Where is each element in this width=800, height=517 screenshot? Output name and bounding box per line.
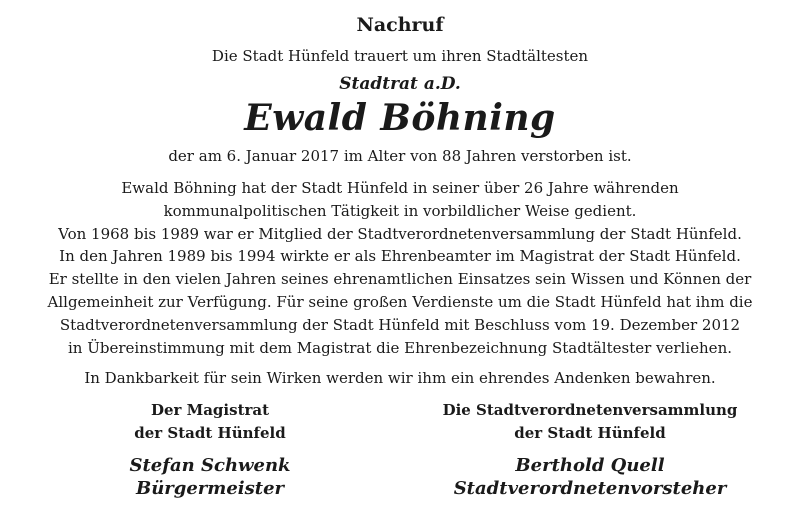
tribute-line: Allgemeinheit zur Verfügung. Für seine großen Verdienste um die Stadt Hünfeld hat ihm die	[47, 292, 753, 311]
signatory-right-org-line2: der Stadt Hünfeld	[514, 424, 666, 442]
signatory-right-organization	[390, 399, 790, 445]
honorific-title: Stadtrat a.D.	[339, 74, 461, 94]
death-date-line: der am 6. Januar 2017 im Alter von 88 Jahren verstorben ist.	[168, 147, 632, 165]
tribute-line: in Übereinstimmung mit dem Magistrat die Ehrenbezeichnung Stadtältester verliehen.	[68, 338, 732, 357]
signatory-left-name: Stefan Schwenk	[129, 455, 291, 476]
signatory-left-role: Bürgermeister	[135, 478, 285, 499]
intro-line: Die Stadt Hünfeld trauert um ihren Stadtältesten	[211, 47, 589, 65]
signatory-right-role: Stadtverordnetenvorsteher	[453, 478, 727, 499]
signatory-left-org-line1: Der Magistrat	[150, 401, 270, 419]
tribute-line: Von 1968 bis 1989 war er Mitglied der Stadtverordnetenversammlung der Stadt Hünfeld.	[58, 224, 742, 243]
signatory-left-organization	[10, 399, 410, 445]
notice-heading: Nachruf	[356, 14, 444, 36]
signatory-left-person	[10, 454, 410, 500]
deceased-name: Ewald Böhning	[244, 97, 556, 139]
signatory-left-org-line2: der Stadt Hünfeld	[134, 424, 286, 442]
signatory-right-name: Berthold Quell	[515, 455, 665, 476]
signatory-right-person	[390, 454, 790, 500]
tribute-text	[0, 177, 800, 359]
tribute-line: Ewald Böhning hat der Stadt Hünfeld in seiner über 26 Jahre währenden	[121, 179, 679, 197]
closing-line: In Dankbarkeit für sein Wirken werden wir ihm ein ehrendes Andenken bewahren.	[84, 369, 716, 387]
tribute-line: kommunalpolitischen Tätigkeit in vorbildlicher Weise gedient.	[163, 201, 637, 220]
tribute-line: Stadtverordnetenversammlung der Stadt Hünfeld mit Beschluss vom 19. Dezember 2012	[59, 315, 741, 334]
tribute-line: Er stellte in den vielen Jahren seines ehrenamtlichen Einsatzes sein Wissen und Können der	[48, 270, 752, 289]
signatory-right-org-line1: Die Stadtverordnetenversammlung	[442, 401, 738, 419]
tribute-line: In den Jahren 1989 bis 1994 wirkte er als Ehrenbeamter im Magistrat der Stadt Hünfeld.	[59, 247, 741, 266]
